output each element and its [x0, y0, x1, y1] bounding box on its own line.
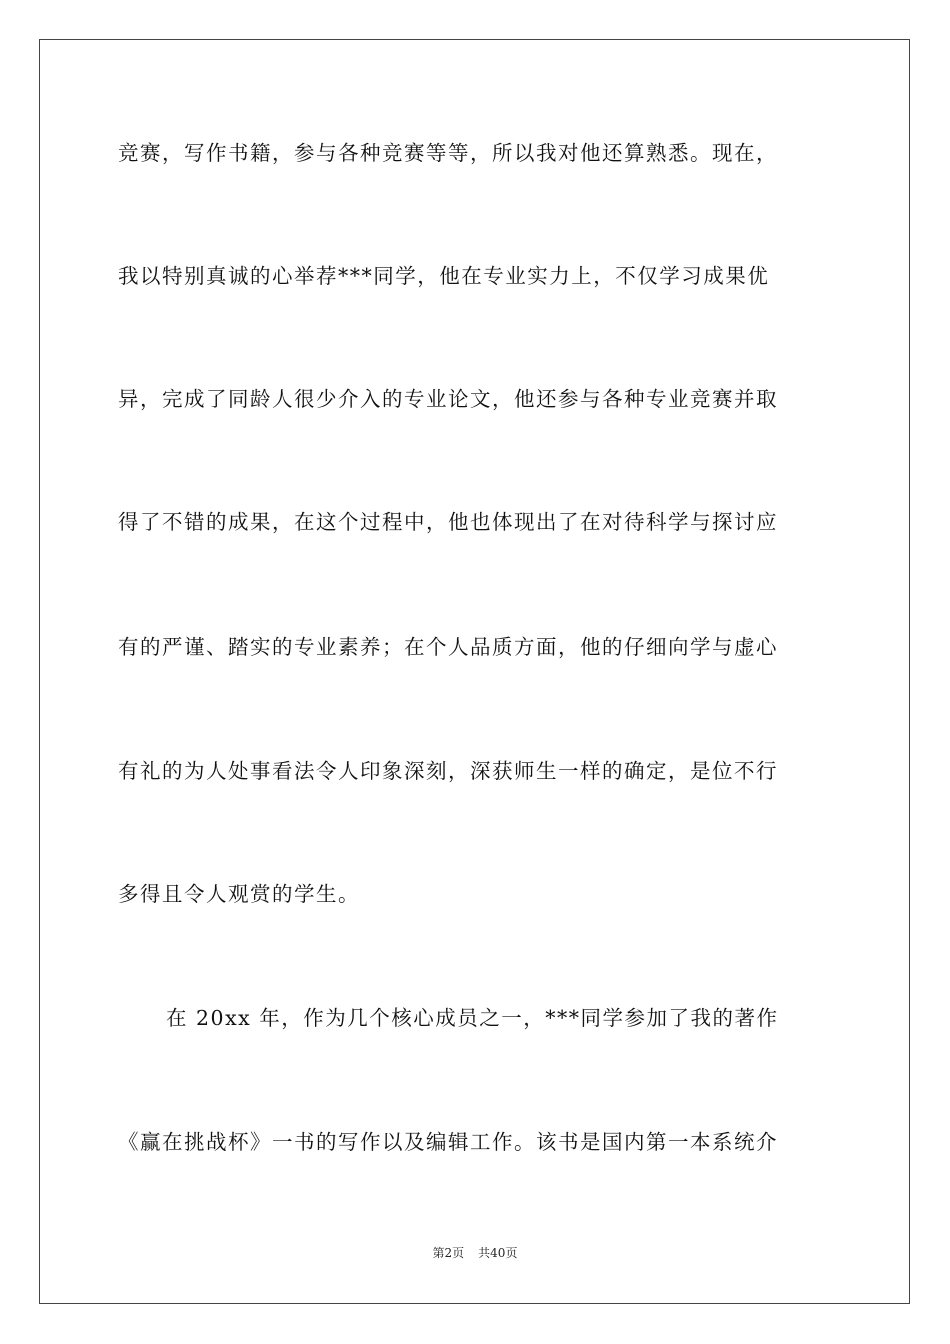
page-footer — [0, 1247, 950, 1259]
paragraph-first-line: 在 20xx 年，作为几个核心成员之一，***同学参加了我的著作 — [166, 1006, 779, 1030]
body-text-line: 有的严谨、踏实的专业素养；在个人品质方面，他的仔细向学与虚心 — [118, 635, 778, 659]
body-text-line: 我以特别真诚的心举荐***同学，他在专业实力上，不仅学习成果优 — [118, 264, 770, 288]
body-text-line: 有礼的为人处事看法令人印象深刻，深获师生一样的确定，是位不行 — [118, 759, 778, 783]
page-total: 共40页 — [478, 1246, 518, 1260]
body-text-line: 得了不错的成果，在这个过程中，他也体现出了在对待科学与探讨应 — [118, 510, 778, 534]
body-text-line: 异，完成了同龄人很少介入的专业论文，他还参与各种专业竞赛并取 — [118, 387, 778, 411]
body-text-line: 多得且令人观赏的学生。 — [118, 882, 360, 906]
page-border — [39, 39, 910, 1304]
body-text-line: 《赢在挑战杯》一书的写作以及编辑工作。该书是国内第一本系统介 — [118, 1130, 778, 1154]
body-text-line: 竞赛，写作书籍，参与各种竞赛等等，所以我对他还算熟悉。现在， — [118, 141, 778, 165]
page-number: 第2页 — [432, 1246, 465, 1260]
